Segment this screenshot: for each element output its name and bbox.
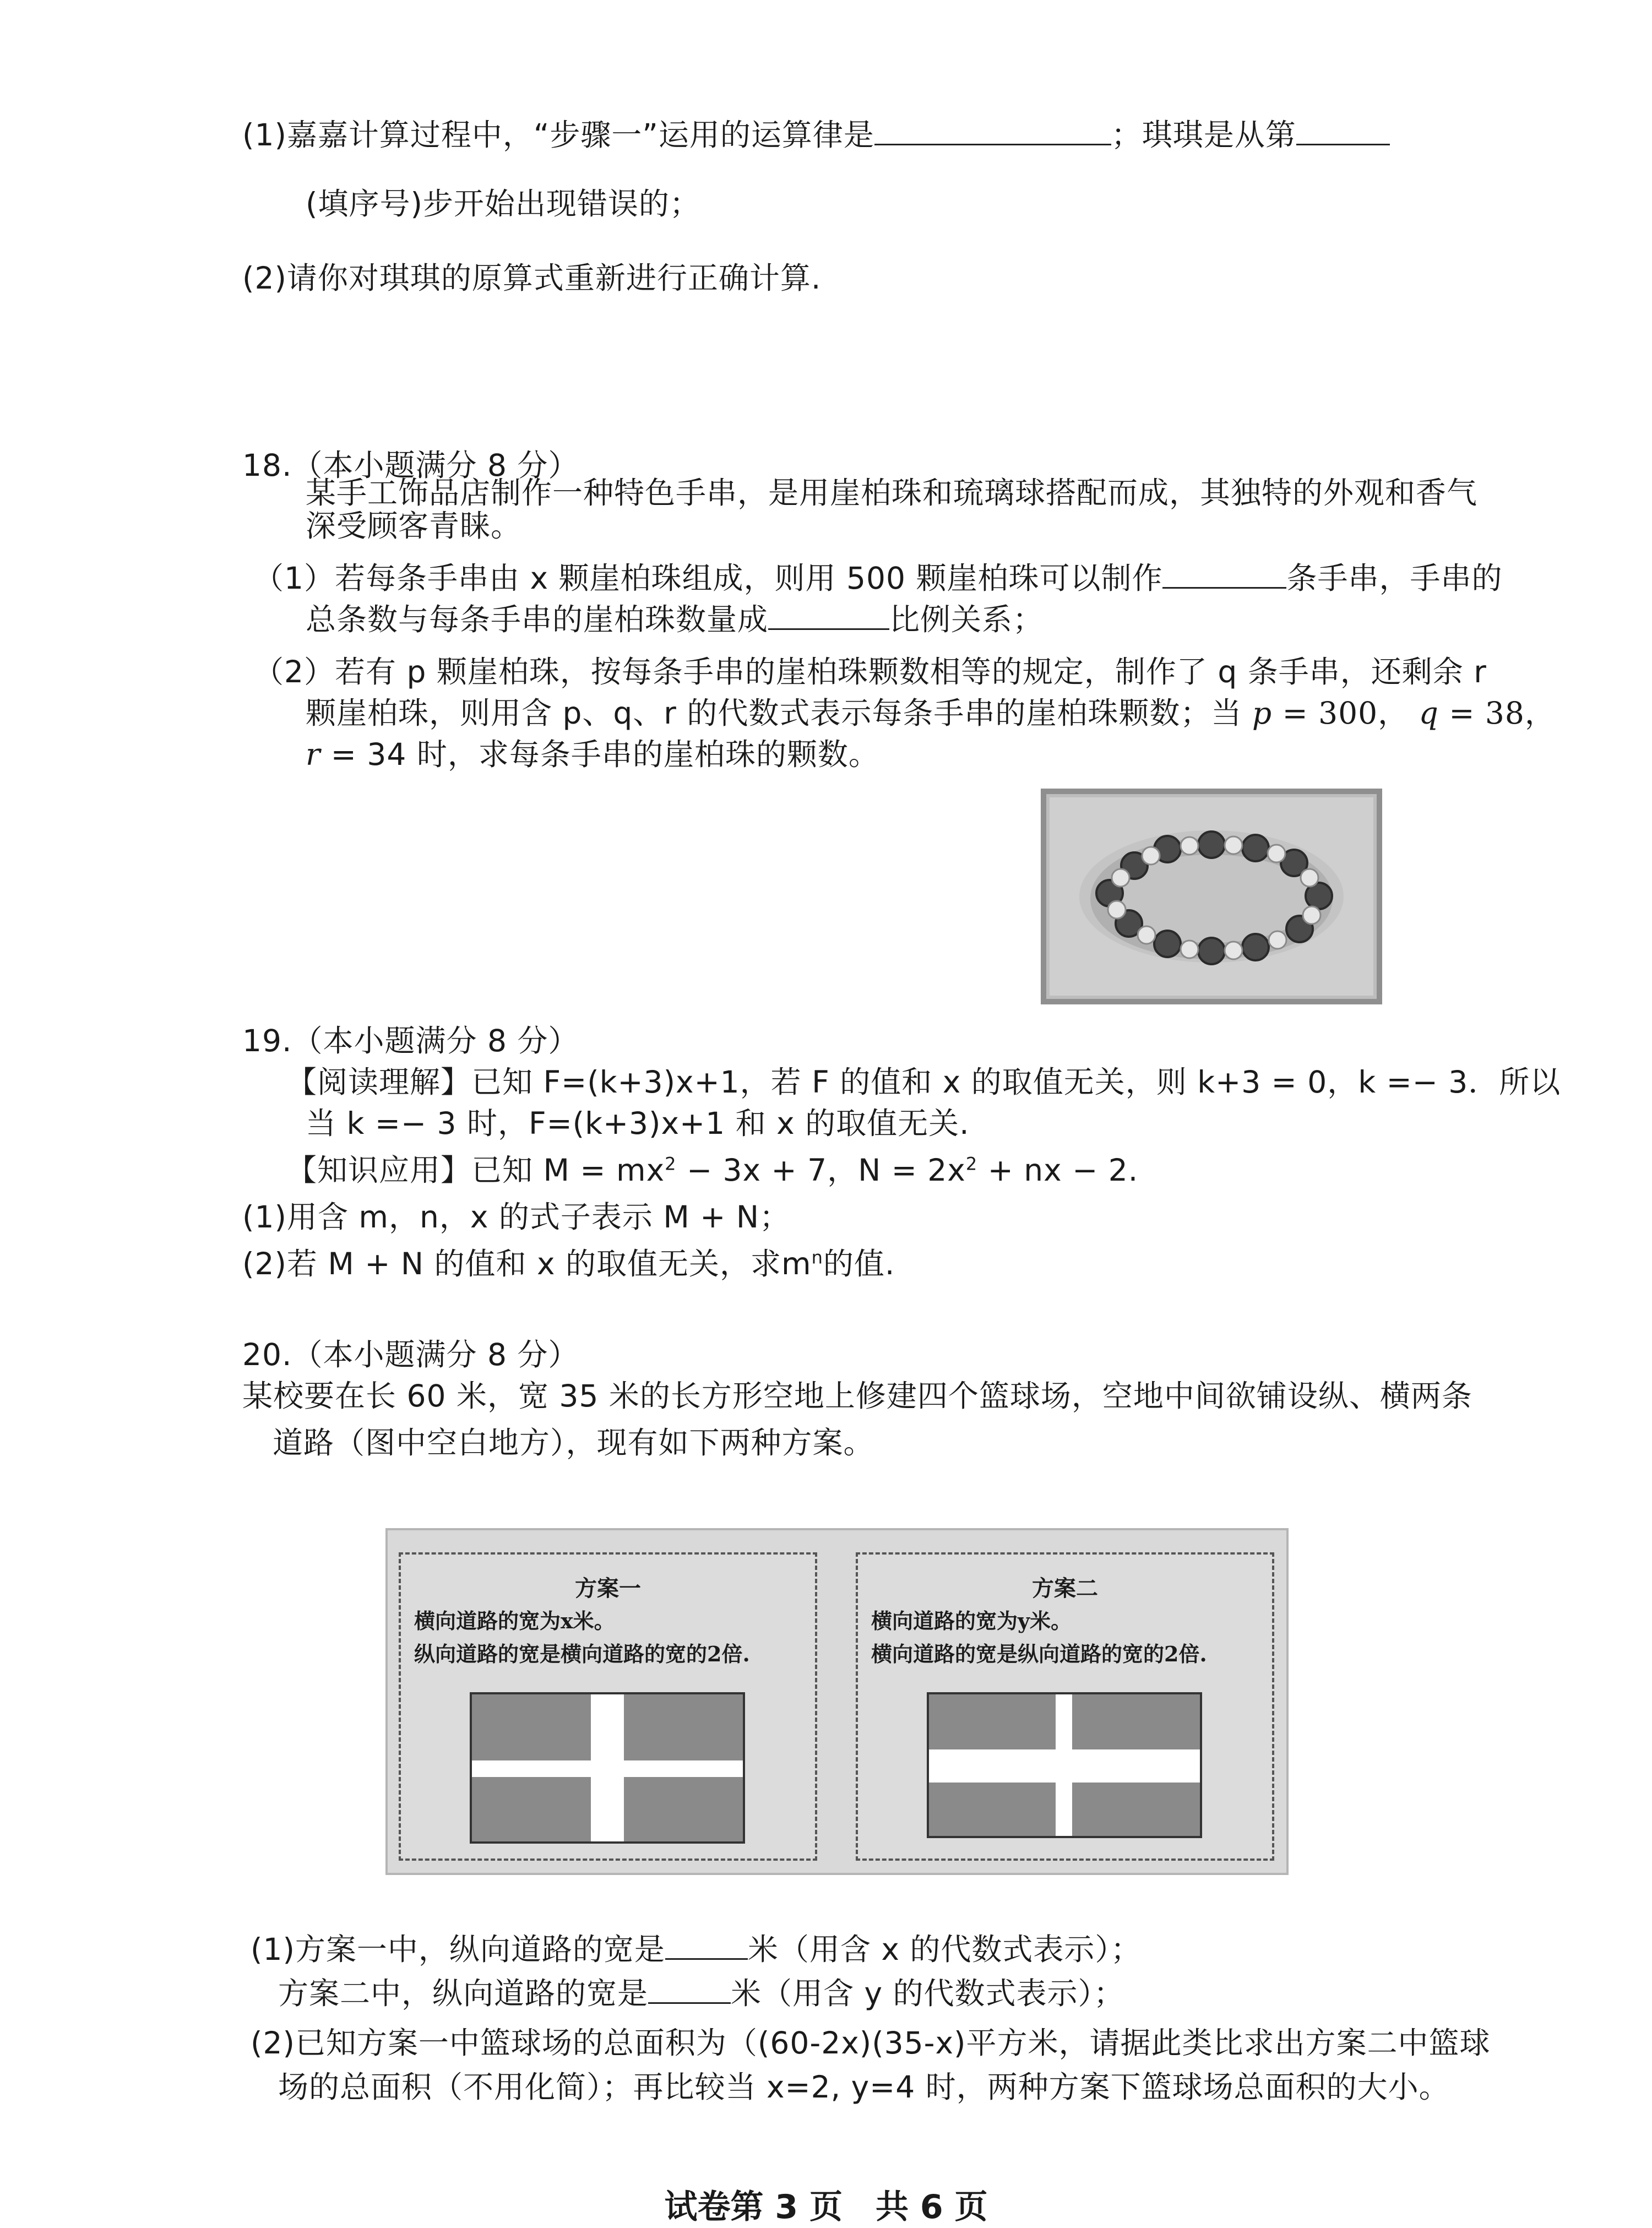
q18-part1-line2 — [306, 597, 1044, 642]
q18-part2-text-c: = 34 时，求每条手串的崖柏珠的颗数。 — [320, 737, 879, 772]
q18-answer-blank-1[interactable] — [1162, 558, 1286, 589]
q18-intro-line2: 深受顾客青睐。 — [306, 508, 522, 544]
q20-intro-line1: 某校要在长 60 米，宽 35 米的长方形空地上修建四个篮球场，空地中间欲铺设纵、横两条 — [242, 1378, 1472, 1414]
scheme1-panel — [399, 1552, 817, 1861]
scheme1-horizontal-road — [472, 1760, 743, 1777]
q20-part1-line1 — [251, 1927, 1142, 1971]
q20-answer-blank-2[interactable] — [648, 1974, 731, 2004]
q17-part1-text-a: (1)嘉嘉计算过程中，“步骤一”运用的运算律是 — [242, 117, 874, 153]
q18-var-r: r — [306, 737, 321, 772]
q20-part1-line2 — [278, 1971, 1124, 2015]
q19-reading-line2: 当 k =− 3 时，F=(k+3)x+1 和 x 的取值无关. — [306, 1106, 970, 1141]
q19-apply-text-a: 【知识应用】已知 M = mx — [286, 1153, 665, 1188]
q19-part1-line: (1)用含 m，n，x 的式子表示 M + N； — [242, 1199, 790, 1235]
q19-part2-text-b: 的值. — [823, 1246, 895, 1281]
scheme1-line2: 纵向道路的宽是横向道路的宽的2倍. — [414, 1642, 750, 1666]
q18-part2-text-b: 颗崖柏珠，则用含 p、q、r 的代数式表示每条手串的崖柏珠颗数；当 — [306, 695, 1242, 731]
scheme1-title: 方案一 — [575, 1575, 641, 1601]
scheme2-line2: 横向道路的宽是纵向道路的宽的2倍. — [871, 1642, 1207, 1666]
q18-eq-q: = 38， — [1438, 695, 1556, 731]
bracelet-photo — [1041, 789, 1382, 1004]
q19-apply-text-b: − 3x + 7，N = 2x — [676, 1153, 966, 1188]
bracelet-image — [1046, 794, 1377, 999]
scheme2-title: 方案二 — [1032, 1575, 1098, 1601]
q17-answer-blank-1[interactable] — [874, 115, 1111, 145]
scheme2-panel — [856, 1552, 1274, 1861]
q17-part1-text-b: ；琪琪是从第 — [1111, 117, 1296, 153]
q18-part1-text-d: 比例关系； — [889, 602, 1044, 637]
q17-part2-line: (2)请你对琪琪的原算式重新进行正确计算. — [242, 260, 822, 296]
q19-apply-text-c: + nx − 2. — [977, 1153, 1139, 1188]
q19-application-line — [286, 1148, 1138, 1192]
q18-header: 18.（本小题满分 8 分） — [242, 448, 579, 483]
q18-part1-text-b: 条手串，手串的 — [1286, 561, 1503, 596]
q18-part1-text-c: 总条数与每条手串的崖柏珠数量成 — [306, 602, 769, 637]
q18-answer-blank-2[interactable] — [768, 600, 889, 630]
q18-part1-line1 — [253, 556, 1502, 600]
q20-part1-text-b: 米（用含 x 的代数式表示）； — [747, 1932, 1142, 1967]
q19-part2-exp: n — [811, 1247, 823, 1268]
scheme2-court-diagram — [927, 1692, 1202, 1838]
q17-answer-blank-2[interactable] — [1296, 115, 1390, 145]
q20-header: 20.（本小题满分 8 分） — [242, 1337, 579, 1372]
q19-apply-exp1: 2 — [665, 1153, 677, 1175]
scheme-figure — [385, 1528, 1289, 1875]
q19-part2-line — [242, 1242, 895, 1286]
q18-var-p: p — [1252, 695, 1273, 731]
q20-part2-line2: 场的总面积（不用化简）；再比较当 x=2, y=4 时，两种方案下篮球场总面积的大小。 — [278, 2069, 1450, 2105]
q18-eq-p: = 300， — [1272, 695, 1409, 731]
scheme1-court-diagram — [470, 1692, 745, 1844]
q17-part1-line — [242, 113, 1390, 157]
scheme2-horizontal-road — [929, 1749, 1200, 1783]
q20-intro-line2: 道路（图中空白地方），现有如下两种方案。 — [273, 1425, 874, 1460]
scheme1-line1: 横向道路的宽为x米。 — [414, 1608, 615, 1633]
scheme2-line1: 横向道路的宽为y米。 — [871, 1608, 1072, 1633]
q20-part2-line1: (2)已知方案一中篮球场的总面积为（(60-2x)(35-x)平方米，请据此类比求出方案二中篮球 — [251, 2025, 1491, 2061]
q19-part2-text-a: (2)若 M + N 的值和 x 的取值无关，求m — [242, 1246, 812, 1281]
q20-part1-text-d: 米（用含 y 的代数式表示）； — [731, 1976, 1125, 2011]
q20-part1-text-c: 方案二中，纵向道路的宽是 — [278, 1976, 649, 2011]
page-footer: 试卷第 3 页 共 6 页 — [664, 2188, 988, 2226]
q18-part2-line2 — [306, 691, 1556, 735]
q18-var-q: q — [1419, 695, 1439, 731]
q20-part1-text-a: (1)方案一中，纵向道路的宽是 — [251, 1932, 665, 1967]
q20-answer-blank-1[interactable] — [665, 1930, 748, 1960]
q19-reading-line1: 【阅读理解】已知 F=(k+3)x+1，若 F 的值和 x 的取值无关，则 k+3 = 0，k =− 3．所以 — [286, 1064, 1561, 1100]
q19-header: 19.（本小题满分 8 分） — [242, 1023, 579, 1058]
q18-part1-text-a: （1）若每条手串由 x 颗崖柏珠组成，则用 500 颗崖柏珠可以制作 — [253, 561, 1163, 596]
q18-intro-line1: 某手工饰品店制作一种特色手串，是用崖柏珠和琉璃球搭配而成，其独特的外观和香气 — [306, 475, 1478, 510]
q17-part1-line2: (填序号)步开始出现错误的； — [306, 186, 700, 221]
q18-part2-line1: （2）若有 p 颗崖柏珠，按每条手串的崖柏珠颗数相等的规定，制作了 q 条手串，还剩余 r — [253, 654, 1487, 689]
q18-part2-line3 — [306, 732, 879, 776]
q19-apply-exp2: 2 — [965, 1153, 978, 1175]
